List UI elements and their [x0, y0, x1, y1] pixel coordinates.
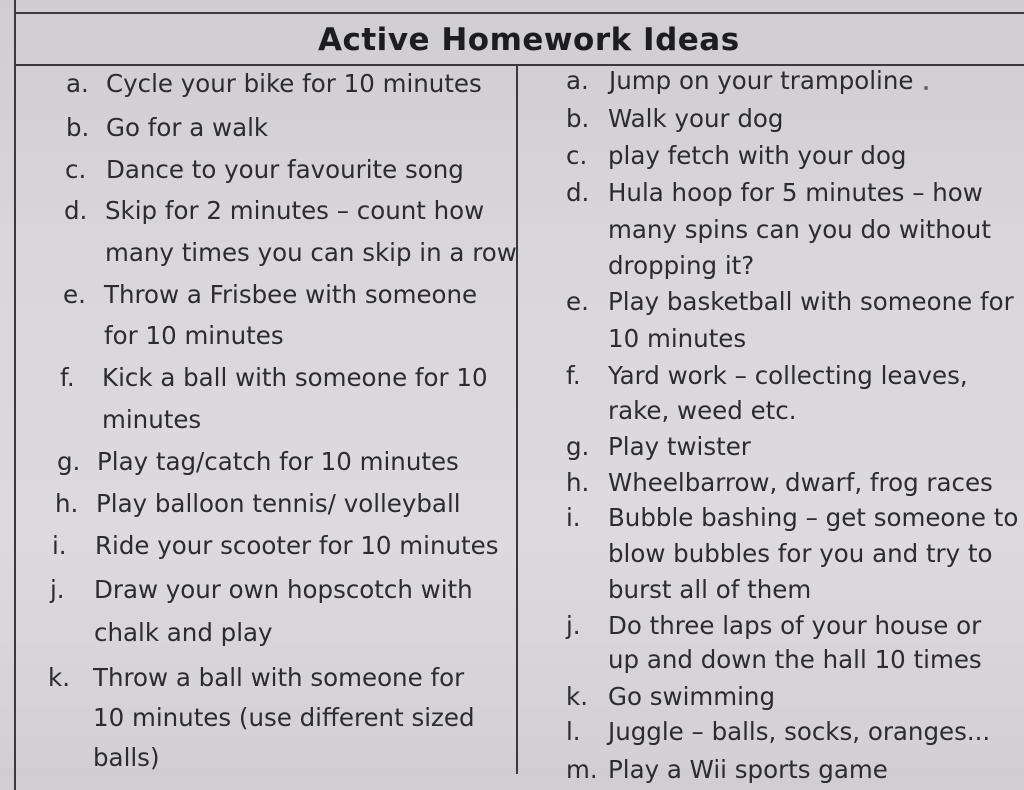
item-letter: d. [566, 178, 590, 207]
item-letter: i. [52, 531, 67, 560]
item-text: Skip for 2 minutes – count how [105, 196, 485, 225]
item-text: Play tag/catch for 10 minutes [97, 447, 459, 476]
item-text: for 10 minutes [104, 321, 284, 350]
item-letter: h. [55, 489, 79, 518]
item-text: Draw your own hopscotch with [94, 575, 473, 604]
item-letter: l. [566, 717, 581, 746]
item-text: 10 minutes (use different sized [93, 703, 475, 732]
item-text: Go swimming [608, 682, 775, 711]
item-text: Play balloon tennis/ volleyball [96, 489, 461, 518]
item-text: Throw a Frisbee with someone [104, 280, 478, 309]
item-text: Jump on your trampoline [609, 66, 914, 95]
item-letter: h. [566, 468, 590, 497]
item-letter: a. [66, 69, 89, 98]
item-letter: i. [566, 503, 581, 532]
item-letter: b. [66, 113, 90, 142]
item-text: blow bubbles for you and try to [608, 539, 993, 568]
item-text: Yard work – collecting leaves, [608, 361, 968, 390]
item-letter: e. [566, 287, 589, 316]
item-letter: b. [566, 104, 590, 133]
item-letter: g. [566, 432, 590, 461]
item-text: burst all of them [608, 575, 812, 604]
item-text: 10 minutes [608, 324, 747, 353]
item-text: Go for a walk [106, 113, 269, 142]
item-text: Play twister [608, 432, 751, 461]
item-letter: c. [65, 155, 87, 184]
item-text: Juggle – balls, socks, oranges... [608, 717, 991, 746]
item-text: Walk your dog [608, 104, 784, 133]
item-letter: f. [566, 361, 581, 390]
item-letter: f. [60, 363, 75, 392]
item-text: up and down the hall 10 times [608, 645, 982, 674]
page-title: Active Homework Ideas [318, 22, 740, 58]
item-text: rake, weed etc. [608, 396, 797, 425]
item-text: Ride your scooter for 10 minutes [95, 531, 499, 560]
item-letter: k. [48, 663, 70, 692]
paper-mark [924, 86, 928, 90]
item-text: dropping it? [608, 251, 755, 280]
item-letter: c. [566, 141, 588, 170]
item-letter: j. [566, 611, 581, 640]
item-letter: j. [50, 575, 65, 604]
item-text: Wheelbarrow, dwarf, frog races [608, 468, 993, 497]
item-text: Throw a ball with someone for [93, 663, 465, 692]
item-text: many spins can you do without [608, 215, 991, 244]
item-text: Do three laps of your house or [608, 611, 982, 640]
item-text: play fetch with your dog [608, 141, 907, 170]
item-letter: k. [566, 682, 588, 711]
item-text: minutes [102, 405, 202, 434]
item-text: balls) [93, 743, 160, 772]
item-letter: m. [566, 755, 598, 784]
item-text: Hula hoop for 5 minutes – how [608, 178, 983, 207]
column-divider [516, 64, 518, 774]
title-bar [16, 12, 1024, 66]
item-letter: g. [57, 447, 81, 476]
item-text: Cycle your bike for 10 minutes [106, 69, 482, 98]
item-text: Dance to your favourite song [106, 155, 464, 184]
item-text: Bubble bashing – get someone to [608, 503, 1019, 532]
item-text: Play a Wii sports game [608, 755, 888, 784]
item-text: many times you can skip in a row [105, 238, 517, 267]
item-letter: a. [566, 66, 589, 95]
item-text: Kick a ball with someone for 10 [102, 363, 488, 392]
item-text: chalk and play [94, 618, 273, 647]
item-letter: e. [63, 280, 86, 309]
item-letter: d. [64, 196, 88, 225]
item-text: Play basketball with someone for [608, 287, 1014, 316]
